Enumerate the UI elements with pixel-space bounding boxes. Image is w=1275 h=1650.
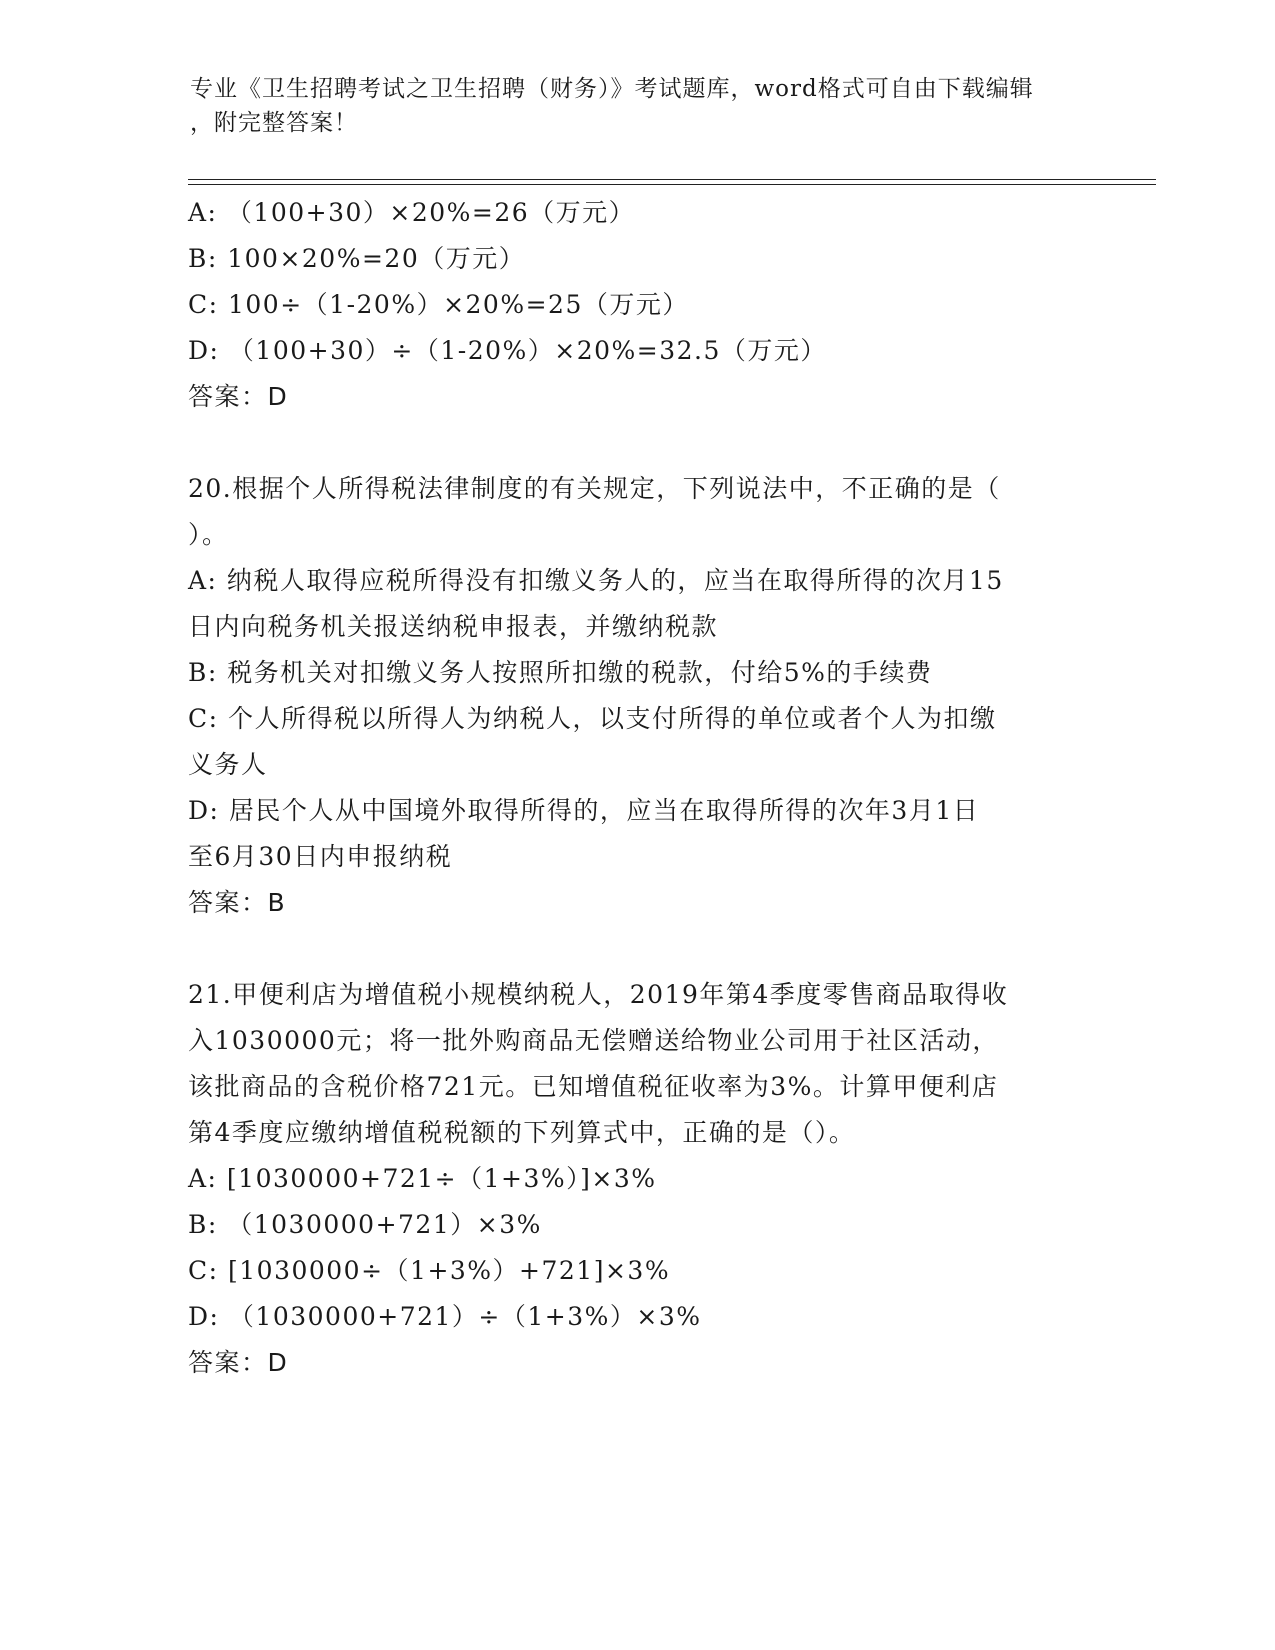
answer-label: 答案：D <box>188 1348 289 1377</box>
header-divider-bottom <box>188 184 1156 185</box>
option-b: B: 100×20%=20（万元） <box>188 244 526 273</box>
question-19-tail <box>188 190 1088 420</box>
option-d: D: （100+30）÷（1-20%）×20%=32.5（万元） <box>188 336 827 365</box>
option-a: A: （100+30）×20%=26（万元） <box>188 198 636 227</box>
answer-label: 答案：B <box>188 888 287 917</box>
question-21 <box>188 972 1088 1386</box>
document-header <box>190 72 1070 140</box>
option-c: C: 个人所得税以所得人为纳税人，以支付所得的单位或者个人为扣缴 <box>188 704 997 733</box>
option-c: C: 100÷（1-20%）×20%=25（万元） <box>188 290 689 319</box>
header-line-1: 专业《卫生招聘考试之卫生招聘（财务）》考试题库，word格式可自由下载编辑 <box>190 76 1034 102</box>
answer-label: 答案：D <box>188 382 289 411</box>
option-b: B: （1030000+721）×3% <box>188 1210 542 1239</box>
option-d-cont: 至6月30日内申报纳税 <box>188 842 453 871</box>
header-line-2: ，附完整答案！ <box>190 110 358 136</box>
question-stem-cont: ）。 <box>188 520 229 549</box>
option-d: D: （1030000+721）÷（1+3%）×3% <box>188 1302 702 1331</box>
option-c-cont: 义务人 <box>188 750 268 779</box>
question-stem-cont: 入1030000元；将一批外购商品无偿赠送给物业公司用于社区活动， <box>188 1026 999 1055</box>
question-content <box>188 190 1088 1386</box>
question-stem-cont: 第4季度应缴纳增值税税额的下列算式中，正确的是（）。 <box>188 1118 856 1147</box>
question-20 <box>188 466 1088 926</box>
option-b: B: 税务机关对扣缴义务人按照所扣缴的税款，付给5%的手续费 <box>188 658 933 687</box>
option-a: A: 纳税人取得应税所得没有扣缴义务人的，应当在取得所得的次月15 <box>188 566 1004 595</box>
question-stem: 20.根据个人所得税法律制度的有关规定，下列说法中，不正确的是（ <box>188 474 1001 503</box>
header-divider-top <box>188 179 1156 180</box>
question-stem-cont: 该批商品的含税价格721元。已知增值税征收率为3%。计算甲便利店 <box>188 1072 999 1101</box>
spacer <box>188 420 1088 466</box>
option-a-cont: 日内向税务机关报送纳税申报表，并缴纳税款 <box>188 612 719 641</box>
question-stem: 21.甲便利店为增值税小规模纳税人，2019年第4季度零售商品取得收 <box>188 980 1009 1009</box>
option-d: D: 居民个人从中国境外取得所得的，应当在取得所得的次年3月1日 <box>188 796 980 825</box>
option-c: C: [1030000÷（1+3%）+721]×3% <box>188 1256 671 1285</box>
option-a: A: [1030000+721÷（1+3%）]×3% <box>188 1164 657 1193</box>
spacer <box>188 926 1088 972</box>
